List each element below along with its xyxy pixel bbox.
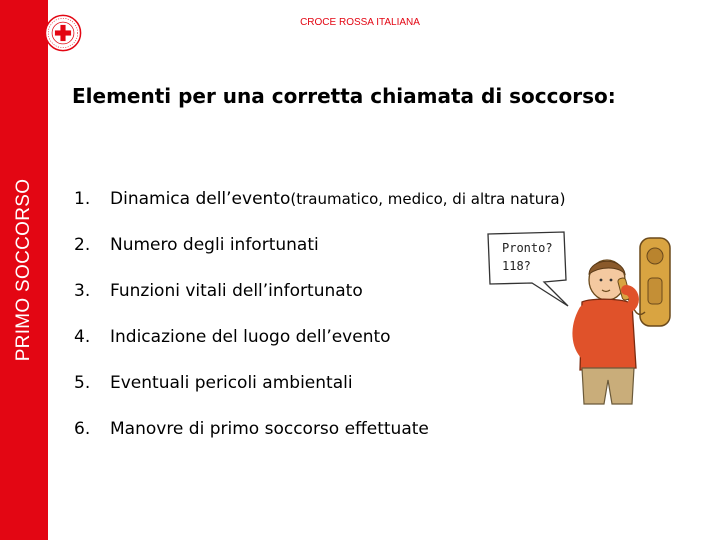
item-text: Dinamica dell’evento xyxy=(110,189,291,209)
item-number: 4. xyxy=(74,327,91,347)
item-number: 5. xyxy=(74,373,91,393)
item-text: Manovre di primo soccorso effettuate xyxy=(110,419,429,439)
sidebar-label: PRIMO SOCCORSO xyxy=(13,178,34,362)
list-item xyxy=(74,176,565,222)
header-title: CROCE ROSSA ITALIANA xyxy=(300,17,420,28)
page-title: Elementi per una corretta chiamata di soccorso: xyxy=(72,84,616,108)
list-item xyxy=(74,406,565,452)
item-text: Indicazione del luogo dell’evento xyxy=(110,327,391,347)
person-on-phone-illustration xyxy=(482,228,675,408)
sidebar-band xyxy=(0,0,48,540)
speech-line-1: Pronto? xyxy=(502,241,553,255)
speech-line-2: 118? xyxy=(502,259,531,273)
item-number: 2. xyxy=(74,235,91,255)
item-number: 1. xyxy=(74,189,91,209)
speech-bubble xyxy=(488,232,568,306)
item-text: Numero degli infortunati xyxy=(110,235,319,255)
item-text: Funzioni vitali dell’infortunato xyxy=(110,281,363,301)
item-note: (traumatico, medico, di altra natura) xyxy=(290,190,566,208)
item-number: 3. xyxy=(74,281,91,301)
person-figure xyxy=(577,260,636,404)
item-text: Eventuali pericoli ambientali xyxy=(110,373,353,393)
item-number: 6. xyxy=(74,419,91,439)
